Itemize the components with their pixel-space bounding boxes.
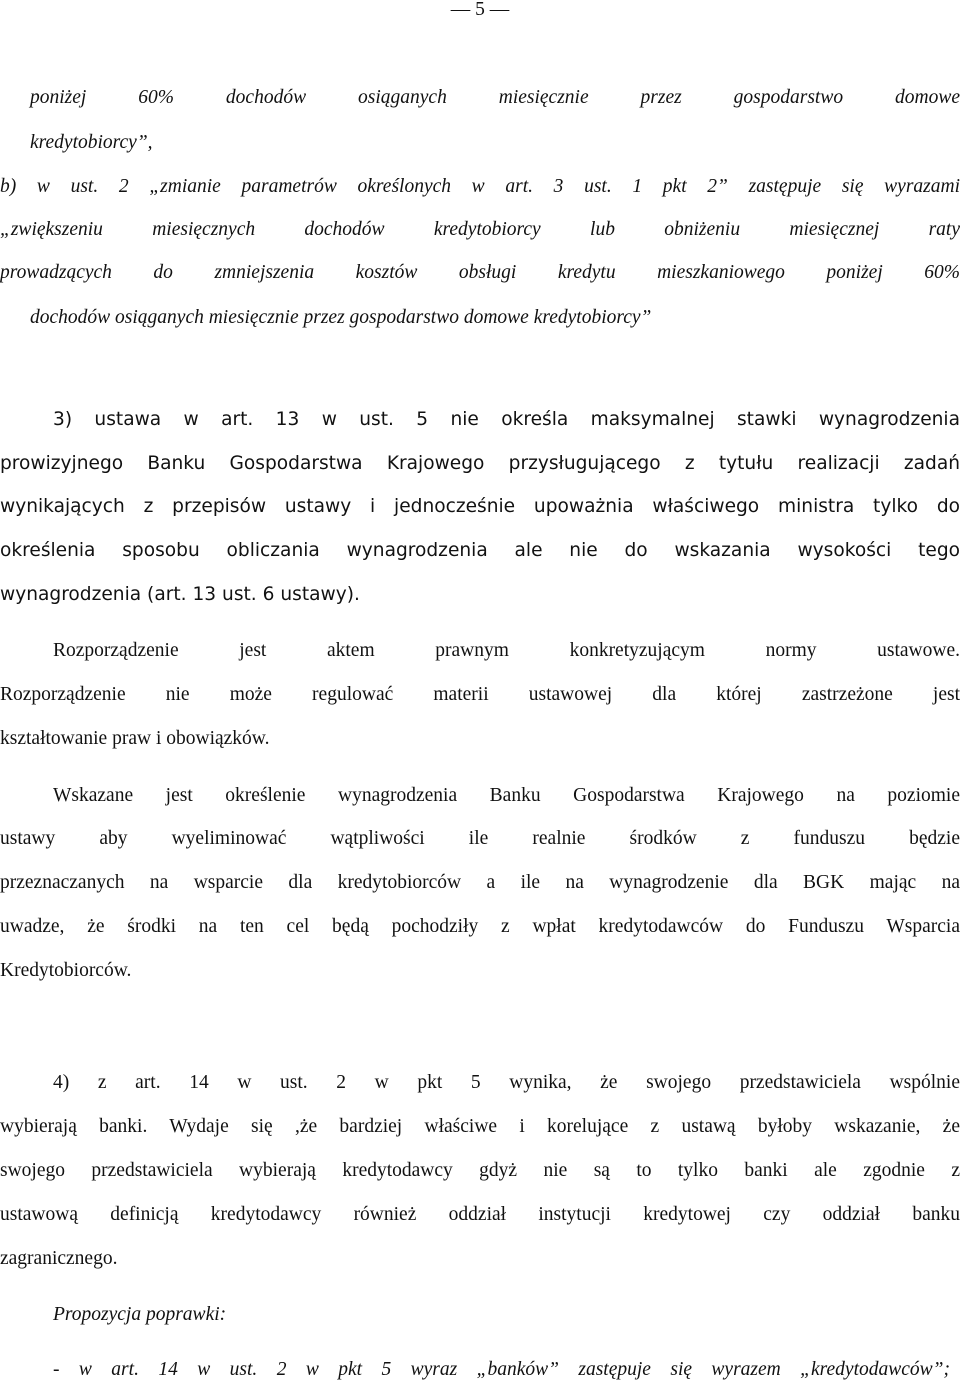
text-line: Kredytobiorców. xyxy=(0,960,132,981)
text-line: poniżej 60% dochodów osiąganych miesięcznie przez gospodarstwo domowe xyxy=(30,87,960,108)
text-line: określenia sposobu obliczania wynagrodzenia ale nie do wskazania wysokości tego xyxy=(0,540,960,561)
text-line: Rozporządzenie nie może regulować materii ustawowej dla której zastrzeżone jest xyxy=(0,684,960,705)
text-line: ustawy aby wyeliminować wątpliwości ile realnie środków z funduszu będzie xyxy=(0,828,960,849)
page-number: — 5 — xyxy=(450,0,510,20)
text-line: dochodów osiąganych miesięcznie przez gospodarstwo domowe kredytobiorcy” xyxy=(30,307,652,328)
text-line: wynagrodzenia (art. 13 ust. 6 ustawy). xyxy=(0,584,360,605)
text-line: Wskazane jest określenie wynagrodzenia Banku Gospodarstwa Krajowego na poziomie xyxy=(53,785,960,806)
text-line: kształtowanie praw i obowiązków. xyxy=(0,728,270,749)
text-line: prowizyjnego Banku Gospodarstwa Krajowego przysługującego z tytułu realizacji zadań xyxy=(0,453,960,474)
text-line: b) w ust. 2 „zmianie parametrów określonych w art. 3 ust. 1 pkt 2” zastępuje się wyrazami xyxy=(0,176,960,197)
text-line: uwadze, że środki na ten cel będą pochodziły z wpłat kredytodawców do Funduszu Wsparcia xyxy=(0,916,960,937)
text-line: 3) ustawa w art. 13 w ust. 5 nie określa maksymalnej stawki wynagrodzenia xyxy=(53,409,960,430)
text-line: prowadzących do zmniejszenia kosztów obsługi kredytu mieszkaniowego poniżej 60% xyxy=(0,262,960,283)
text-line: zagranicznego. xyxy=(0,1248,118,1269)
text-line: Rozporządzenie jest aktem prawnym konkretyzującym normy ustawowe. xyxy=(53,640,960,661)
text-line: ustawową definicją kredytodawcy również oddział instytucji kredytowej czy oddział banku xyxy=(0,1204,960,1225)
text-line: kredytobiorcy”, xyxy=(30,132,153,153)
text-line: wybierają banki. Wydaje się ,że bardziej właściwe i korelujące z ustawą byłoby wskazanie, że xyxy=(0,1116,960,1137)
text-line: Propozycja poprawki: xyxy=(53,1304,227,1325)
text-line: przeznaczanych na wsparcie dla kredytobiorców a ile na wynagrodzenie dla BGK mając na xyxy=(0,872,960,893)
text-line: wynikających z przepisów ustawy i jednocześnie upoważnia właściwego ministra tylko do xyxy=(0,496,960,517)
text-line: - w art. 14 w ust. 2 w pkt 5 wyraz „banków” zastępuje się wyrazem „kredytodawców”; xyxy=(53,1359,950,1380)
text-line: „zwiększeniu miesięcznych dochodów kredytobiorcy lub obniżeniu miesięcznej raty xyxy=(0,219,960,240)
text-line: swojego przedstawiciela wybierają kredytodawcy gdyż nie są to tylko banki ale zgodnie z xyxy=(0,1160,960,1181)
text-line: 4) z art. 14 w ust. 2 w pkt 5 wynika, że swojego przedstawiciela wspólnie xyxy=(53,1072,960,1093)
